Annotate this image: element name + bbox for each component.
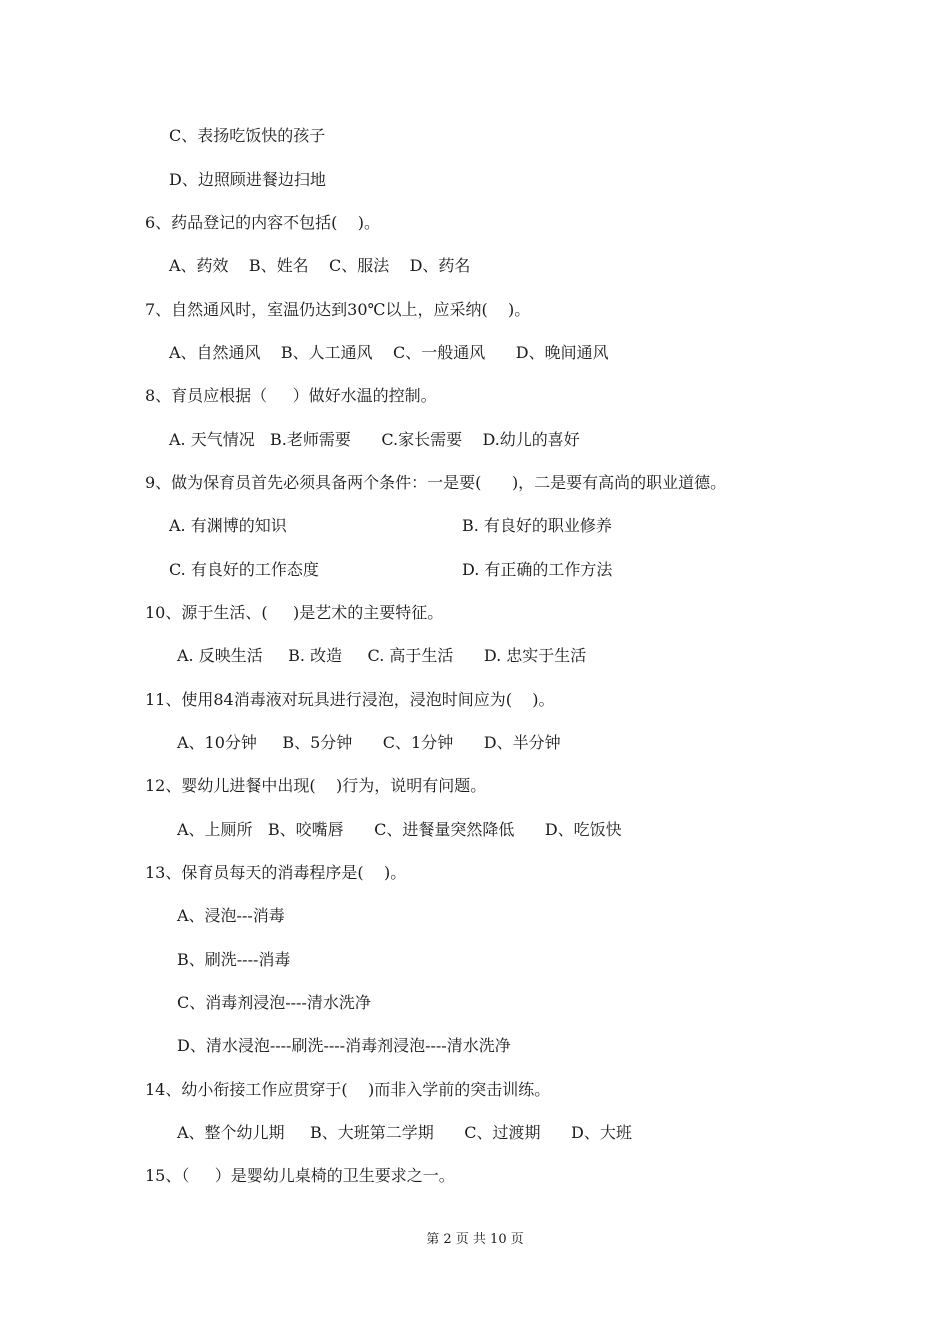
question-line: 10、源于生活、( )是艺术的主要特征。 bbox=[145, 603, 444, 622]
option-line: A. 天气情况 B.老师需要 C.家长需要 D.幼儿的喜好 bbox=[169, 430, 580, 449]
option-line: B、刷洗----消毒 bbox=[177, 950, 291, 969]
option-line: C. 有良好的工作态度 bbox=[169, 560, 319, 579]
option-line: A. 有渊博的知识 bbox=[169, 516, 287, 535]
question-line: 8、育员应根据（ ）做好水温的控制。 bbox=[145, 386, 437, 405]
option-line: A、药效 B、姓名 C、服法 D、药名 bbox=[169, 256, 471, 275]
option-line: D、边照顾进餐边扫地 bbox=[169, 170, 326, 189]
question-line: 7、自然通风时，室温仍达到30℃以上，应采纳( )。 bbox=[145, 300, 531, 319]
question-line: 15、（ ）是婴幼儿桌椅的卫生要求之一。 bbox=[145, 1166, 455, 1185]
question-line: 11、使用84消毒液对玩具进行浸泡，浸泡时间应为( )。 bbox=[145, 690, 555, 709]
page-footer: 第 2 页 共 10 页 bbox=[426, 1232, 524, 1247]
option-line: C、消毒剂浸泡----清水洗净 bbox=[177, 993, 371, 1012]
option-line: A、自然通风 B、人工通风 C、一般通风 D、晚间通风 bbox=[169, 343, 609, 362]
question-line: 6、药品登记的内容不包括( )。 bbox=[145, 213, 381, 232]
question-line: 13、保育员每天的消毒程序是( )。 bbox=[145, 863, 407, 882]
option-line: A、10分钟 B、5分钟 C、1分钟 D、半分钟 bbox=[177, 733, 561, 752]
question-line: 9、做为保育员首先必须具备两个条件：一是要( )，二是要有高尚的职业道德。 bbox=[145, 473, 727, 492]
question-line: 14、幼小衔接工作应贯穿于( )而非入学前的突击训练。 bbox=[145, 1080, 551, 1099]
option-line: A、上厕所 B、咬嘴唇 C、进餐量突然降低 D、吃饭快 bbox=[177, 820, 622, 839]
option-line: B. 有良好的职业修养 bbox=[462, 516, 612, 535]
option-line: D. 有正确的工作方法 bbox=[462, 560, 613, 579]
question-line: 12、婴幼儿进餐中出现( )行为，说明有问题。 bbox=[145, 776, 487, 795]
option-line: A、浸泡---消毒 bbox=[177, 906, 285, 925]
option-line: A、整个幼儿期 B、大班第二学期 C、过渡期 D、大班 bbox=[177, 1123, 632, 1142]
option-line: C、表扬吃饭快的孩子 bbox=[169, 126, 326, 145]
option-line: A. 反映生活 B. 改造 C. 高于生活 D. 忠实于生活 bbox=[177, 646, 587, 665]
option-line: D、清水浸泡----刷洗----消毒剂浸泡----清水洗净 bbox=[177, 1036, 511, 1055]
